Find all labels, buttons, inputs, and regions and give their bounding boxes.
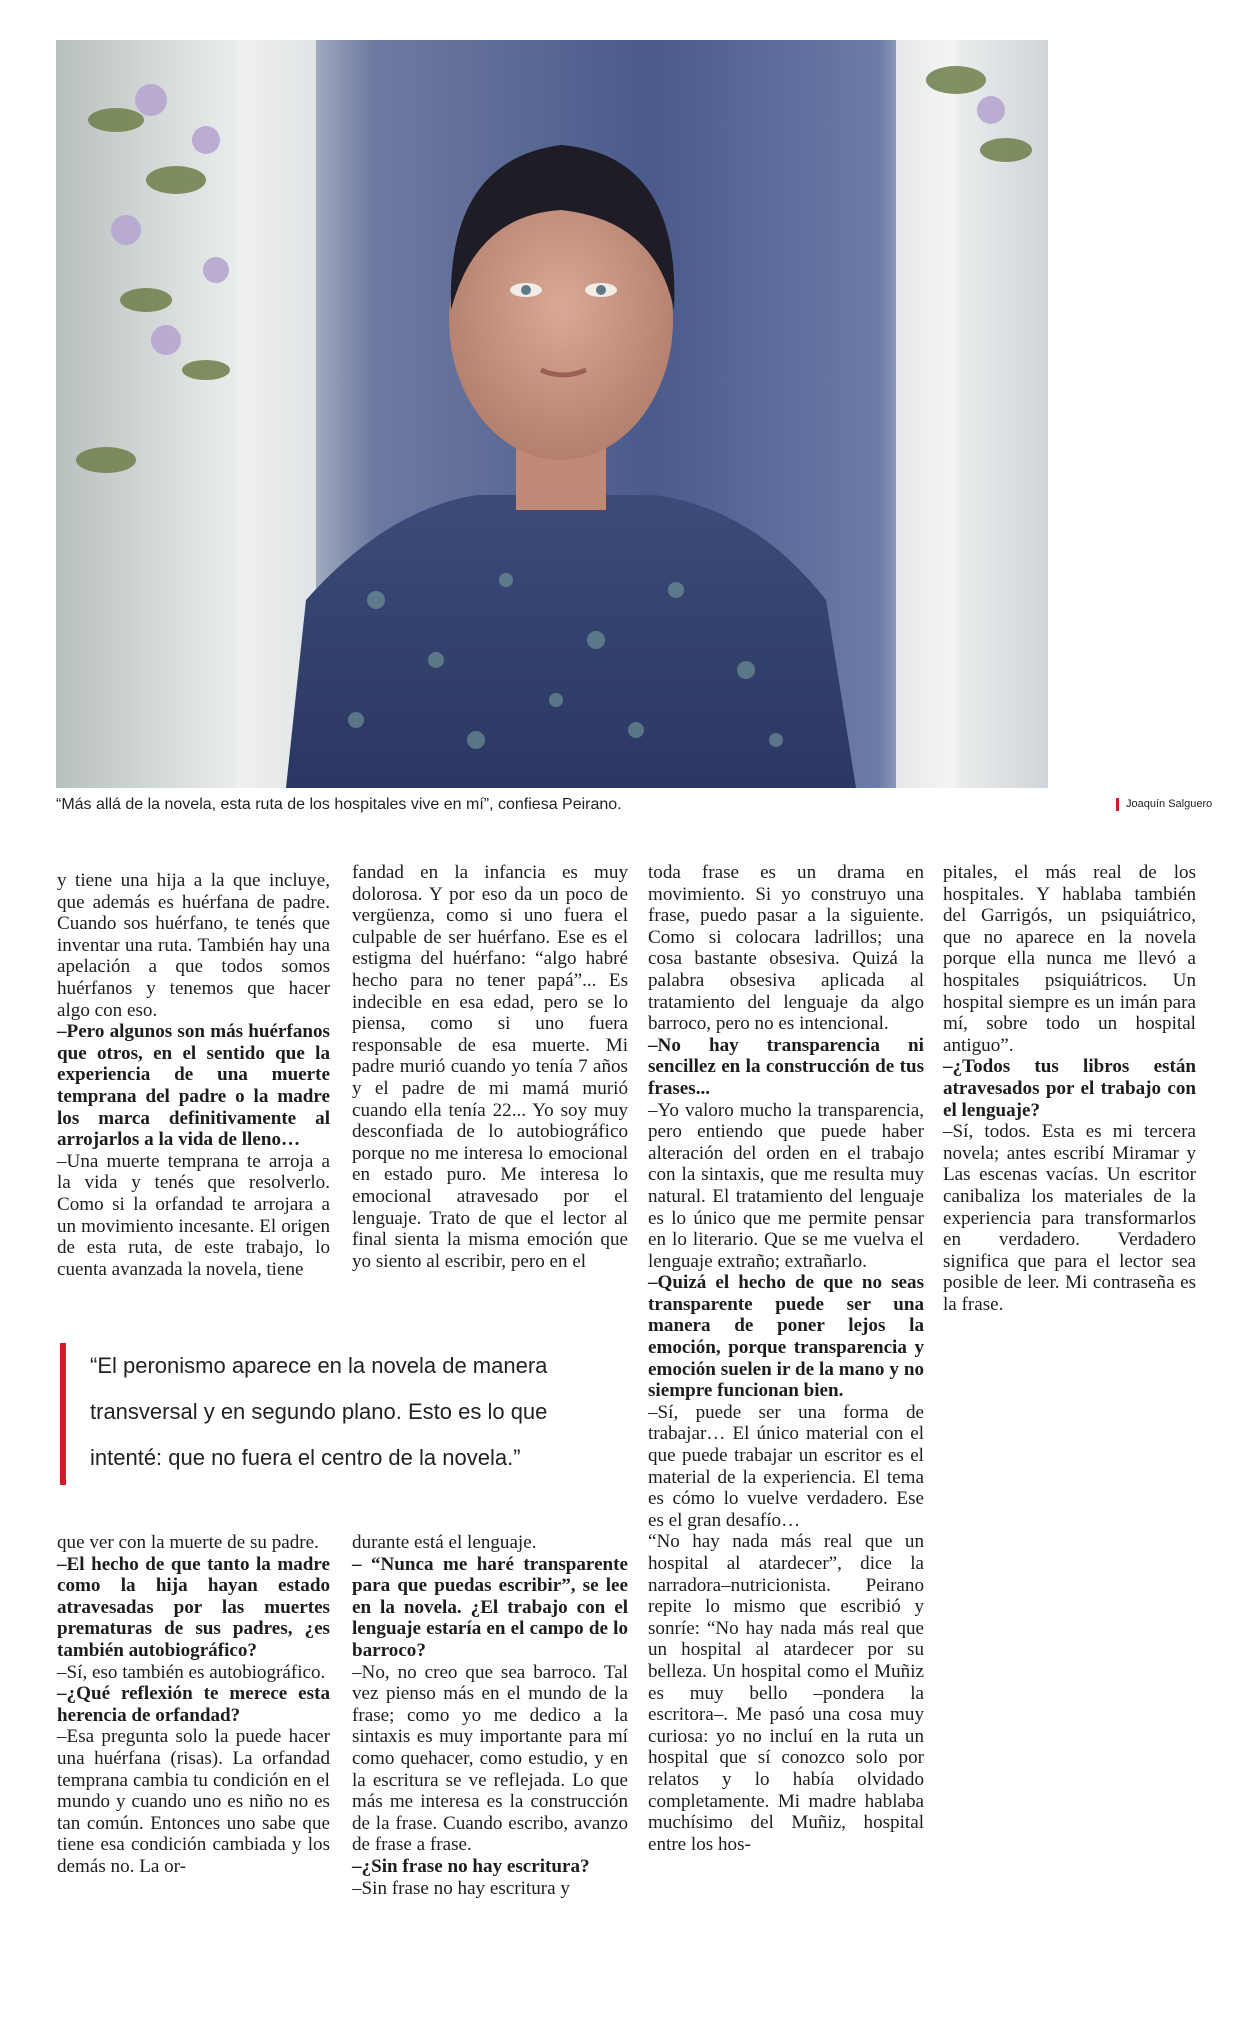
column-4 <box>943 862 1196 1315</box>
pull-quote-line: “El peronismo aparece en la novela de manera <box>90 1353 548 1378</box>
article-paragraph: –¿Sin frase no hay escritura? <box>352 1855 590 1877</box>
article-paragraph: –Una muerte temprana te arroja a la vida y tenés que resolverlo. Como si la orfandad te arrojara a un movimiento incesante. El origen de esta ruta, de este trabajo, lo cuenta avanzada la novela, tiene <box>57 1150 330 1280</box>
article-paragraph: –¿Qué reflexión te merece esta herencia de orfandad? <box>57 1683 330 1726</box>
article-paragraph: –No, no creo que sea barroco. Tal vez pienso más en el mundo de la frase; como yo me dedico a la sintaxis es muy importante para mí como quehacer, como estudio, y en la escritura se ve reflejada. Lo que más me interesa es la construcción de la frase. Cuando escribo, avanzo de frase a frase. <box>352 1661 628 1856</box>
pull-quote-line: transversal y en segundo plano. Esto es lo que <box>90 1399 548 1424</box>
photo-caption: “Más allá de la novela, esta ruta de los hospitales vive en mí”, confiesa Peirano. <box>56 796 622 813</box>
column-2-top <box>352 862 628 1272</box>
article-paragraph: durante está el lenguaje. <box>352 1532 537 1553</box>
article-paragraph: – “Nunca me haré transparente para que puedas escribir”, se lee en la novela. ¿El trabajo con el lenguaje estaría en el campo de lo barroco? <box>352 1553 628 1661</box>
article-paragraph: –El hecho de que tanto la madre como la hija hayan estado atravesadas por las muertes prematuras de sus padres, ¿es también autobiográfico? <box>57 1553 330 1661</box>
article-paragraph: fandad en la infancia es muy dolorosa. Y por eso da un poco de vergüenza, como si uno fuera el culpable de ser huérfano. Ese es el estigma del huérfano: “algo habré hecho para no tener papá”... Es indecible en esa edad, pero se lo piensa, como si uno fuera responsable de esa muerte. Mi padre murió cuando yo tenía 7 años y el padre de mi mamá murió cuando ella tenía 22... Yo soy muy desconfiada de lo autobiográfico porque no me interesa lo emocional en estado puro. Me interesa lo emocional atravesado por el lenguaje. Trato de que el lector al final sienta la misma emoción que yo siento al escribir, pero en el <box>352 862 628 1272</box>
article-paragraph: que ver con la muerte de su padre. <box>57 1532 319 1553</box>
article-paragraph: –No hay transparencia ni sencillez en la construcción de tus frases... <box>648 1034 924 1099</box>
article-paragraph: –Sí, puede ser una forma de trabajar… El único material con el que puede trabajar un escritor es el material de la experiencia. El tema es cómo lo vuelve verdadero. Ese es el gran desafío… <box>648 1401 924 1531</box>
article-paragraph: y tiene una hija a la que incluye, que además es huérfana de padre. Cuando sos huérfano, te tenés que inventar una ruta. También hay una apelación a que todos somos huérfanos y tenemos que hacer algo con eso. <box>57 870 330 1021</box>
pull-quote-line: intenté: que no fuera el centro de la novela.” <box>90 1445 521 1470</box>
pull-quote <box>60 1343 666 1485</box>
article-paragraph: –Pero algunos son más huérfanos que otros, en el sentido que la experiencia de una muerte temprana del padre o la madre los marca definitivamente al arrojarlos a la vida de lleno… <box>57 1021 330 1151</box>
article-paragraph: –Yo valoro mucho la transparencia, pero entiendo que puede haber alteración del orden en el trabajo con la sintaxis, que me resulta muy natural. El tratamiento del lenguaje es lo único que me permite pensar en lo literario. Que se me vuelva el lenguaje extraño; extrañarlo. <box>648 1099 924 1272</box>
article-paragraph: –Esa pregunta solo la puede hacer una huérfana (risas). La orfandad temprana cambia tu condición en el mundo y cuando uno es niño no es tan común. Entonces uno sabe que tiene esa condición cambiada y los demás no. La or- <box>57 1726 330 1877</box>
column-2-bottom <box>352 1532 628 1899</box>
column-1-top <box>57 870 330 1280</box>
article-paragraph: –Quizá el hecho de que no seas transparente puede ser una manera de poner lejos la emoción, porque transparencia y emoción suelen ir de la mano y no siempre funcionan bien. <box>648 1272 924 1402</box>
column-3 <box>648 862 924 1855</box>
article-paragraph: –Sin frase no hay escritura y <box>352 1877 570 1899</box>
article-paragraph: –Sí, eso también es autobiográfico. <box>57 1661 326 1683</box>
column-1-bottom <box>57 1532 330 1878</box>
article-paragraph: –Sí, todos. Esta es mi tercera novela; antes escribí Miramar y Las escenas vacías. Un escritor canibaliza los materiales de la experiencia para transformarlos en verdadero. Verdadero significa que para el lector sea posible de leer. Mi contraseña es la frase. <box>943 1121 1196 1315</box>
article-paragraph: pitales, el más real de los hospitales. Y hablaba también del Garrigós, un psiquiátrico, que no aparece en la novela porque ella nunca me llevó a hospitales psiquiátricos. Un hospital siempre es un imán para mí, sobre todo un hospital antiguo”. <box>943 862 1196 1056</box>
portrait-photo <box>56 40 1048 788</box>
article-paragraph: toda frase es un drama en movimiento. Si yo construyo una frase, puedo pasar a la siguiente. Como si colocara ladrillos; una cosa bastante obsesiva. Quizá la palabra obsesiva aplicada al tratamiento del lenguaje da algo barroco, pero no es intencional. <box>648 862 924 1035</box>
article-paragraph: –¿Todos tus libros están atravesados por el trabajo con el lenguaje? <box>943 1056 1196 1121</box>
photo-credit: Joaquín Salguero <box>1116 798 1212 811</box>
article-paragraph: “No hay nada más real que un hospital al atardecer”, dice la narradora–nutricionista. Peirano repite lo mismo que escribió y sonríe: “No hay nada más real que un hospital al atardecer por su belleza. Un hospital como el Muñiz es muy bello –pondera la escritora–. Me pasó una cosa muy curiosa: yo no incluí en la ruta un hospital que sí conozco solo por relatos y lo había olvidado completamente. Mi madre hablaba muchísimo del Muñiz, hospital entre los hos- <box>648 1531 924 1855</box>
